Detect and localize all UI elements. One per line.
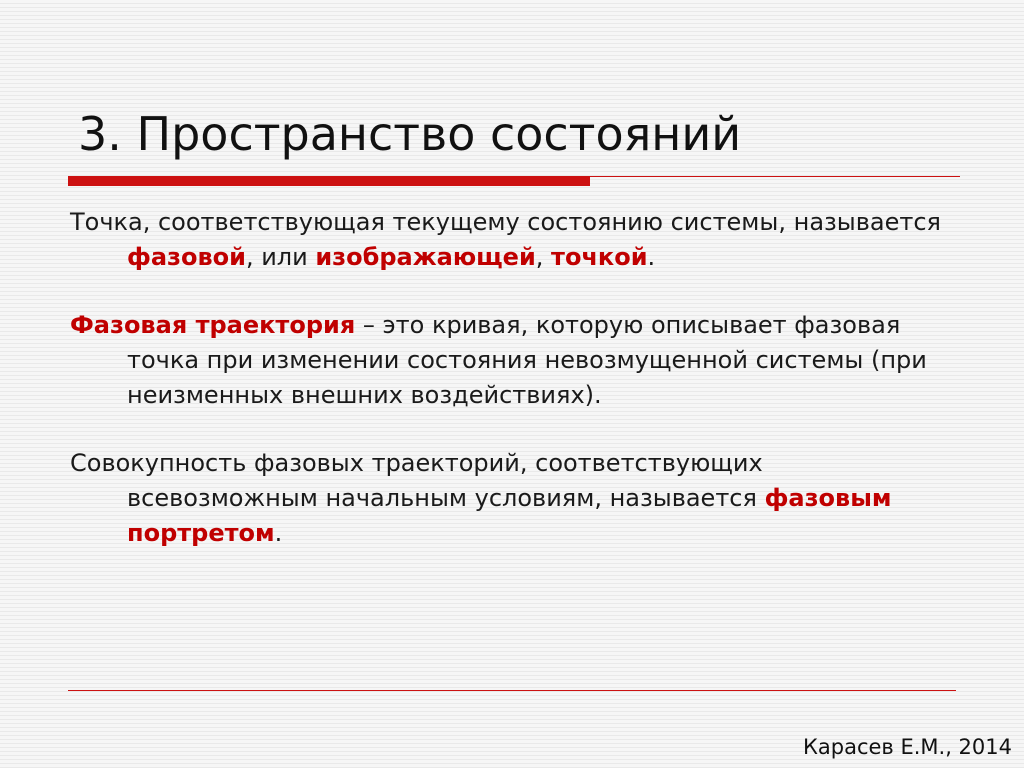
text-run: Совокупность фазовых траекторий, соответствующих всевозможным начальным условиям, называется — [70, 449, 765, 512]
text-run: – это кривая, которую описывает фазовая точка при изменении состояния невозмущенной системы (при неизменных внешних воздействиях). — [127, 311, 927, 409]
paragraph-phase-portrait — [70, 446, 960, 551]
text-run: , — [535, 243, 552, 271]
title-underline-thin — [590, 176, 960, 177]
text-run: . — [274, 519, 283, 547]
text-run: , или — [245, 243, 316, 271]
text-run: Точка, соответствующая текущему состоянию системы, называется — [70, 208, 941, 236]
term-phase-portrait: фазовым портретом — [127, 484, 892, 547]
term-phase: фазовой — [127, 243, 246, 271]
term-phase-trajectory: Фазовая траектория — [70, 311, 356, 339]
footer-rule — [68, 690, 956, 691]
slide-title: 3. Пространство состояний — [78, 107, 742, 161]
author-credit: Карасев Е.М., 2014 — [802, 735, 1012, 759]
title-underline-thick — [68, 176, 590, 186]
term-point: точкой — [551, 243, 648, 271]
paragraph-phase-point — [70, 205, 960, 275]
term-representing: изображающей — [315, 243, 536, 271]
text-run: . — [647, 243, 656, 271]
paragraph-phase-trajectory — [70, 308, 960, 413]
slide-content — [70, 205, 960, 584]
